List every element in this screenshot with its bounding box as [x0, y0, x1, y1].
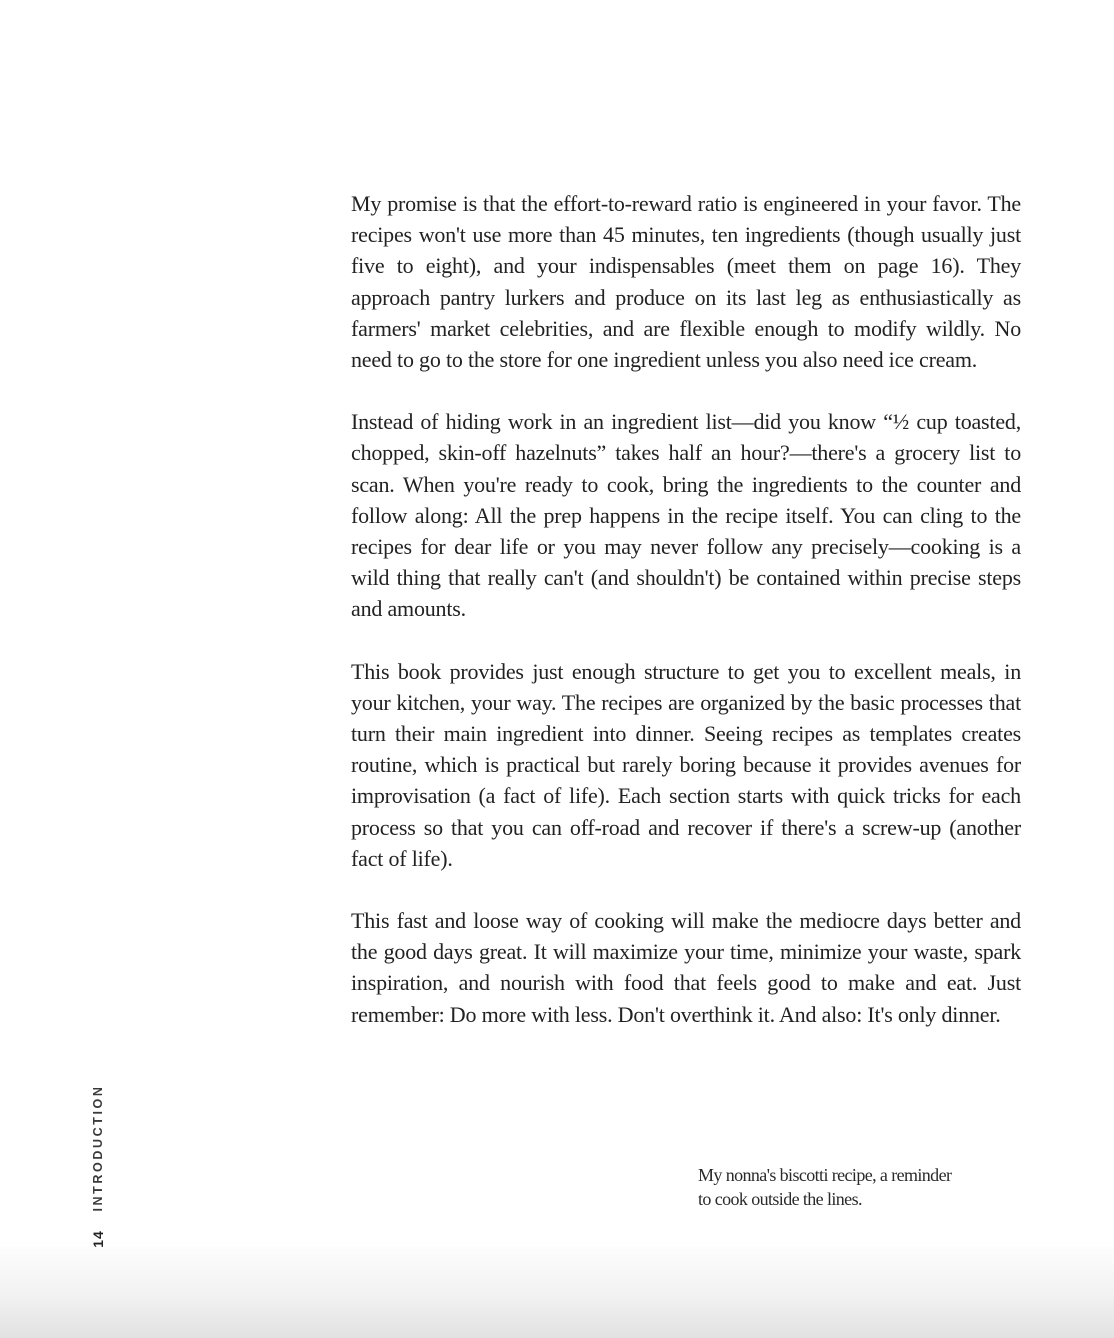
- page-number: 14: [90, 1230, 106, 1248]
- paragraph-grocery-list: Instead of hiding work in an ingredient list—did you know “½ cup toasted, chopped, skin-off hazelnuts” takes half an hour?—there's a grocery list to scan. When you're ready to cook, bring the ingredients to the counter and follow along: All the prep happens in the recipe itself. You can cling to the recipes for dear life or you may never follow any precisely—cooking is a wild thing that really can't (and shouldn't) be contained within precise steps and amounts.: [351, 409, 1021, 622]
- paragraph-fast-and-loose: This fast and loose way of cooking will make the mediocre days better and the good days great. It will maximize your time, minimize your waste, spark inspiration, and nourish with food that feels good to make and eat. Just remember: Do more with less. Don't overthink it. And also: It's only dinner.: [351, 908, 1021, 1027]
- caption-line-1: My nonna's biscotti recipe, a reminder: [698, 1165, 952, 1185]
- running-section-label: INTRODUCTION: [91, 1084, 105, 1212]
- body-text: [351, 188, 1021, 1061]
- paragraph-structure: This book provides just enough structure to get you to excellent meals, in your kitchen, your way. The recipes are organized by the basic processes that turn their main ingredient into dinner. Seeing recipes as templates creates routine, which is practical but rarely boring because it provides avenues for improvisation (a fact of life). Each section starts with quick tricks for each process so that you can off-road and recover if there's a screw-up (another fact of life).: [351, 658, 1021, 871]
- caption-line-2: to cook outside the lines.: [698, 1189, 862, 1209]
- page-bottom-shadow: [0, 1240, 1114, 1338]
- paragraph-effort-reward: My promise is that the effort-to-reward ratio is engineered in your favor. The recipes won't use more than 45 minutes, ten ingredients (though usually just five to eight), and your indispensables (meet them on page 16). They approach pantry lurkers and produce on its last leg as enthusiastically as farmers' market celebrities, and are flexible enough to modify wildly. No need to go to the store for one ingredient unless you also need ice cream.: [351, 191, 1021, 373]
- photo-caption: [698, 1163, 1028, 1211]
